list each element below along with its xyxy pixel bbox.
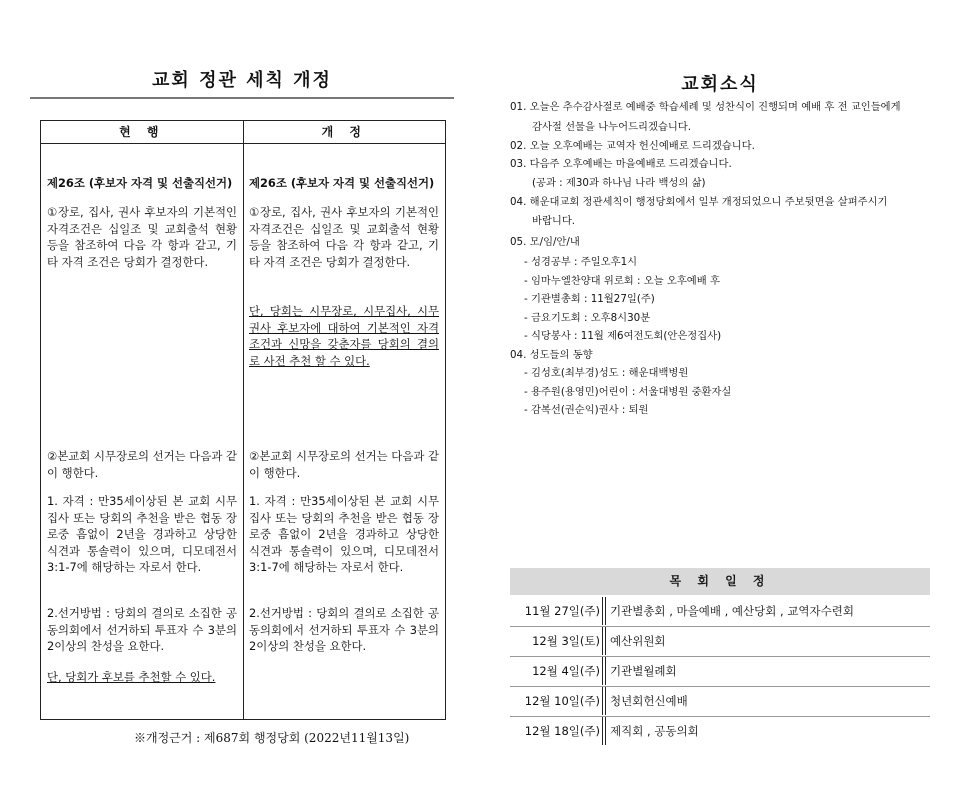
meeting-item: - 기관별총회 : 11월27일(주) bbox=[524, 293, 655, 305]
schedule-date: 12월 18일(주) bbox=[524, 724, 600, 738]
news-item: 05. 모/임/안/내 bbox=[510, 236, 580, 248]
schedule-date: 12월 3일(토) bbox=[532, 634, 600, 648]
revision-table-header bbox=[41, 121, 445, 144]
schedule-heading: 목 회 일 정 bbox=[510, 568, 930, 595]
news-item: 03. 다음주 오후예배는 마을예배로 드리겠습니다. bbox=[510, 158, 732, 170]
church-news-title: 교회소식 bbox=[681, 74, 759, 95]
current-clause-1: ①장로, 집사, 권사 후보자의 기본적인 자격조건은 십일조 및 교회출석 현황등을 참조하여 다음 각 항과 같고, 기타 자격 조건은 당회가 결정한다. bbox=[47, 205, 237, 269]
schedule-row bbox=[510, 657, 930, 685]
revision-title: 교회 정관 세칙 개정 bbox=[152, 70, 332, 91]
schedule-event: 청년회헌신예배 bbox=[610, 694, 688, 708]
schedule-separator bbox=[602, 717, 606, 745]
current-article-heading: 제26조 (후보자 자격 및 선출직선거) bbox=[47, 176, 233, 190]
member-item: - 감복선(권순익)권사 : 퇴원 bbox=[524, 404, 649, 416]
schedule-separator bbox=[602, 627, 606, 655]
revision-basis-footnote: ※개정근거 : 제687회 행정당회 (2022년11월13일) bbox=[134, 731, 410, 745]
news-item: 01. 오늘은 추수감사절로 예배중 학습세례 및 성찬식이 진행되며 예배 후 전 교인들에게 bbox=[510, 101, 901, 113]
current-election-method: 2.선거방법 : 당회의 결의로 소집한 공동의회에서 선거하되 투표자 수 3분의 2이상의 찬성을 요한다. bbox=[47, 606, 237, 653]
schedule-date: 12월 10일(주) bbox=[524, 694, 600, 708]
news-item: (공과 : 제30과 하나님 나라 백성의 삶) bbox=[532, 177, 706, 189]
member-item: - 김성호(최부경)성도 : 해운대백병원 bbox=[524, 367, 689, 379]
news-item: 02. 오늘 오후예배는 교역자 헌신예배로 드리겠습니다. bbox=[510, 140, 755, 152]
revised-column-header: 개 정 bbox=[321, 125, 367, 139]
revised-qualification: 1. 자격 : 만35세이상된 본 교회 시무집사 또는 당회의 추천을 받은 협동 장로중 흠없이 2년을 경과하고 상당한 식견과 통솔력이 있으며, 디모데전서 3:1-7에 해당하는 자로서 한다. bbox=[249, 494, 439, 574]
schedule-date: 12월 4일(주) bbox=[532, 664, 600, 678]
title-divider bbox=[30, 97, 454, 99]
schedule-row bbox=[510, 687, 930, 715]
schedule-event: 기관별총회 , 마을예배 , 예산당회 , 교역자수련회 bbox=[610, 604, 854, 618]
schedule-separator bbox=[602, 657, 606, 685]
revised-clause-2: ②본교회 시무장로의 선거는 다음과 같이 행한다. bbox=[249, 449, 439, 480]
meeting-item: - 임마누엘찬양대 위로회 : 오늘 오후예배 후 bbox=[524, 275, 720, 287]
current-column-header: 현 행 bbox=[41, 121, 244, 143]
revised-clause-1: ①장로, 집사, 권사 후보자의 기본적인 자격조건은 십일조 및 교회출석 현황등을 참조하여 다음 각 항과 같고, 기타 자격 조건은 당회가 결정한다. bbox=[249, 205, 439, 269]
schedule-row bbox=[510, 717, 930, 745]
revised-article-heading: 제26조 (후보자 자격 및 선출직선거) bbox=[249, 176, 435, 190]
schedule-date: 11월 27일(주) bbox=[524, 604, 600, 618]
meeting-item: - 금요기도회 : 오후8시30분 bbox=[524, 312, 651, 324]
meeting-item: - 식당봉사 : 11월 제6여전도회(안은정집사) bbox=[524, 330, 722, 342]
schedule-row bbox=[510, 597, 930, 625]
schedule-event: 제직회 , 공동의회 bbox=[610, 724, 699, 738]
schedule-row bbox=[510, 627, 930, 655]
news-item: 감사절 선물을 나누어드리겠습니다. bbox=[532, 121, 692, 133]
meeting-item: - 성경공부 : 주일오후1시 bbox=[524, 256, 638, 268]
member-item: - 용주원(용영민)어린이 : 서울대병원 중환자실 bbox=[524, 386, 732, 398]
column-divider bbox=[243, 143, 244, 719]
members-news-heading: 04. 성도들의 동향 bbox=[510, 349, 593, 361]
news-item: 바랍니다. bbox=[532, 215, 576, 227]
schedule-separator bbox=[602, 687, 606, 715]
news-item: 04. 해운대교회 정관세칙이 행정당회에서 일부 개정되었으니 주보뒷면을 살펴주시기 bbox=[510, 196, 888, 208]
schedule-separator bbox=[602, 597, 606, 625]
schedule-event: 기관별월례회 bbox=[610, 664, 677, 678]
revised-election-method: 2.선거방법 : 당회의 결의로 소집한 공동의회에서 선거하되 투표자 수 3분의 2이상의 찬성을 요한다. bbox=[249, 606, 439, 653]
current-clause-2: ②본교회 시무장로의 선거는 다음과 같이 행한다. bbox=[47, 449, 237, 480]
current-qualification: 1. 자격 : 만35세이상된 본 교회 시무집사 또는 당회의 추천을 받은 협동 장로중 흠없이 2년을 경과하고 상당한 식견과 통솔력이 있으며, 디모데전서 3:1-7에 해당하는 자로서 한다. bbox=[47, 494, 237, 574]
revised-clause-1-proviso: 단, 당회는 시무장로, 시무집사, 시무권사 후보자에 대하여 기본적인 자격조건과 신망을 갖춘자를 당회의 결의로 사전 추천 할 수 있다. bbox=[249, 304, 439, 368]
schedule-event: 예산위원회 bbox=[610, 634, 666, 648]
current-nomination-note: 단, 당회가 후보를 추천할 수 있다. bbox=[47, 670, 216, 684]
revision-table bbox=[40, 120, 446, 720]
